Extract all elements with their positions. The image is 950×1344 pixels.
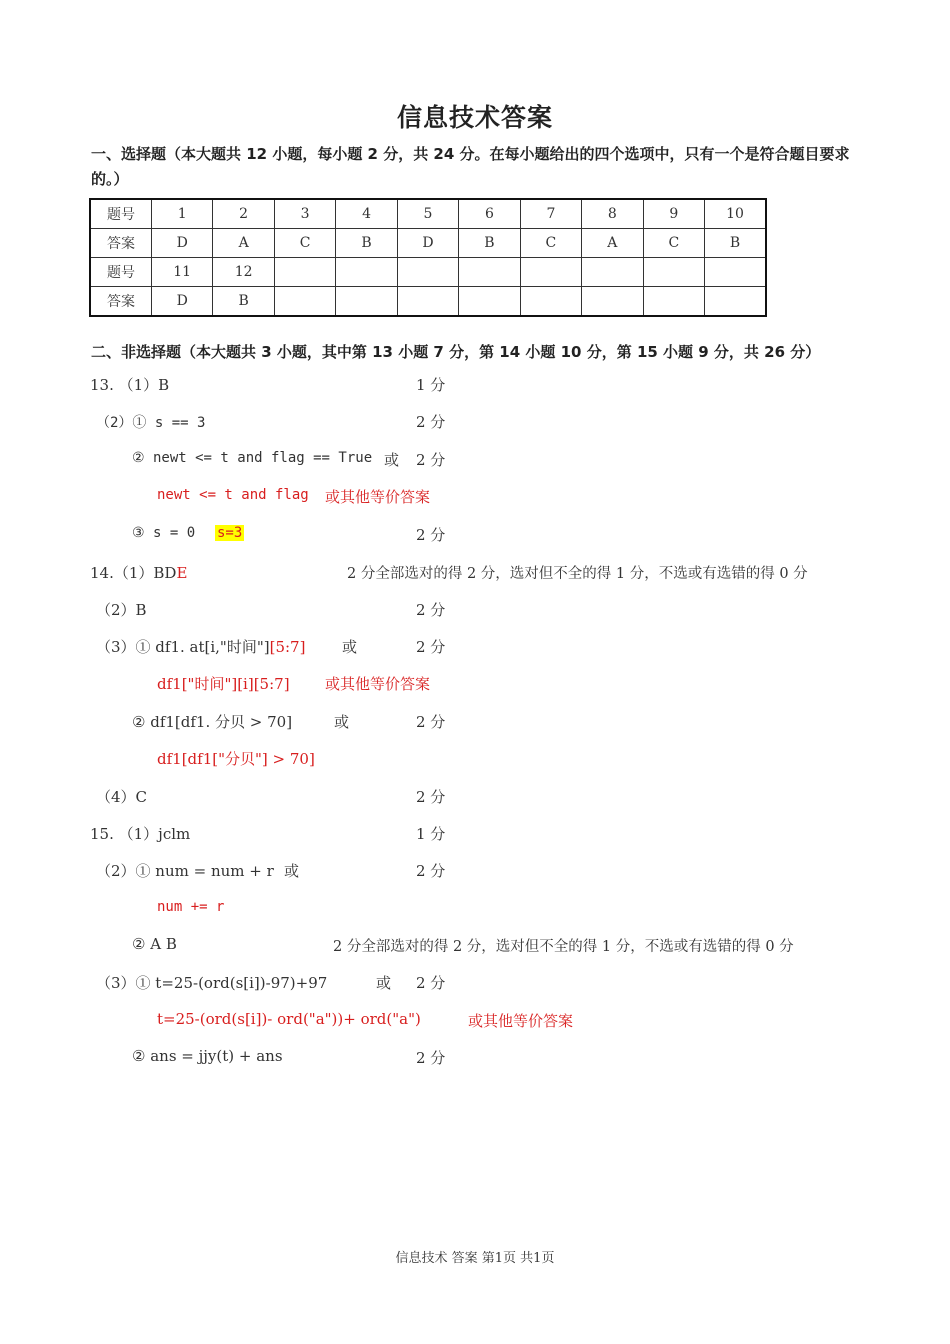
empty-cell xyxy=(274,287,335,317)
question-number: 9 xyxy=(643,199,704,229)
empty-cell xyxy=(520,258,581,287)
table-row xyxy=(90,199,766,229)
q14-2-score: 2 分 xyxy=(416,601,446,619)
answer-cell: A xyxy=(213,229,274,258)
question-number: 1 xyxy=(151,199,212,229)
q14-3-score: 2 分 xyxy=(416,638,446,656)
q14-3-code: （3）① df1. at[i,"时间"] xyxy=(96,638,270,656)
row-label: 答案 xyxy=(90,287,151,317)
answer-cell: B xyxy=(213,287,274,317)
row-label: 题号 xyxy=(90,199,151,229)
empty-cell xyxy=(520,287,581,317)
answer-cell: B xyxy=(336,229,397,258)
q14-3b-alt-answer: df1[df1["分贝"] > 70] xyxy=(157,750,315,768)
q14-4-answer: （4）C xyxy=(96,788,148,806)
answer-table xyxy=(89,198,767,317)
answer-cell: A xyxy=(582,229,643,258)
q14-1-label: 14.（1）BD xyxy=(90,564,177,582)
question-number: 6 xyxy=(459,199,520,229)
q13-2c-answer: ③ s = 0 xyxy=(132,525,196,541)
q13-2-score: 2 分 xyxy=(416,413,446,431)
question-number: 7 xyxy=(520,199,581,229)
or-text: 或 xyxy=(342,638,358,656)
q14-1-answer xyxy=(90,562,187,583)
answer-cell: D xyxy=(151,287,212,317)
q15-3-alt-answer: t=25-(ord(s[i])- ord("a"))+ ord("a") xyxy=(157,1010,421,1028)
answer-cell: D xyxy=(397,229,458,258)
q15-3-alt-note: 或其他等价答案 xyxy=(468,1012,574,1030)
empty-cell xyxy=(643,287,704,317)
q14-3-alt-answer: df1["时间"][i][5:7] xyxy=(157,675,290,693)
q13-1-score: 1 分 xyxy=(416,376,446,394)
or-text: 或 xyxy=(334,713,350,731)
q14-1-score: 2 分全部选对的得 2 分，选对但不全的得 1 分，不选或有选错的得 0 分 xyxy=(347,566,808,582)
q15-1-score: 1 分 xyxy=(416,825,446,843)
answer-cell: C xyxy=(274,229,335,258)
q13-2b-alt-answer: newt <= t and flag xyxy=(157,487,309,503)
section2-heading: 二、非选择题（本大题共 3 小题，其中第 13 小题 7 分，第 14 小题 10 分，第 15 小题 9 分，共 26 分） xyxy=(91,343,821,361)
q14-3b-answer: ② df1[df1. 分贝 > 70] xyxy=(132,713,293,731)
q14-1-red-option: E xyxy=(176,564,188,582)
answer-cell: B xyxy=(459,229,520,258)
q13-1-answer: 13. （1）B xyxy=(90,376,170,394)
q13-2b-alt-note: 或其他等价答案 xyxy=(325,488,431,506)
empty-cell xyxy=(582,287,643,317)
row-label: 题号 xyxy=(90,258,151,287)
page-footer: 信息技术 答案 第1页 共1页 xyxy=(395,1251,555,1266)
table-row xyxy=(90,229,766,258)
table-row xyxy=(90,258,766,287)
row-label: 答案 xyxy=(90,229,151,258)
q14-2-answer: （2）B xyxy=(96,601,147,619)
empty-cell xyxy=(336,287,397,317)
q13-2-answer: （2）① s == 3 xyxy=(96,415,206,431)
q15-3-answer: （3）① t=25-(ord(s[i])-97)+97 xyxy=(96,974,328,992)
empty-cell xyxy=(397,287,458,317)
empty-cell xyxy=(643,258,704,287)
empty-cell xyxy=(336,258,397,287)
question-number: 12 xyxy=(213,258,274,287)
question-number: 10 xyxy=(705,199,766,229)
q15-2-score: 2 分 xyxy=(416,862,446,880)
q15-3b-score: 2 分 xyxy=(416,1049,446,1067)
answer-cell: C xyxy=(520,229,581,258)
or-text: 或 xyxy=(376,974,392,992)
q14-4-score: 2 分 xyxy=(416,788,446,806)
q15-2-answer: （2）① num = num + r xyxy=(96,862,274,880)
q15-2b-score: 2 分全部选对的得 2 分，选对但不全的得 1 分，不选或有选错的得 0 分 xyxy=(333,939,794,955)
q14-3-answer xyxy=(96,636,305,657)
q13-2c-score: 2 分 xyxy=(416,526,446,544)
answer-cell: B xyxy=(705,229,766,258)
q15-1-answer: 15. （1）jclm xyxy=(90,825,191,843)
empty-cell xyxy=(459,258,520,287)
q13-2b-answer: ② newt <= t and flag == True xyxy=(132,450,373,466)
q15-2b-answer: ② A B xyxy=(132,935,177,953)
q15-3b-answer: ② ans = jjy(t) + ans xyxy=(132,1047,283,1065)
table-row xyxy=(90,287,766,317)
q15-2-alt-answer: num += r xyxy=(157,899,225,915)
answer-cell: C xyxy=(643,229,704,258)
highlighted-answer: s=3 xyxy=(217,525,243,541)
empty-cell xyxy=(705,287,766,317)
question-number: 3 xyxy=(274,199,335,229)
question-number: 4 xyxy=(336,199,397,229)
question-number: 2 xyxy=(213,199,274,229)
q13-2b-score: 2 分 xyxy=(416,451,446,469)
q14-3-slice: [5:7] xyxy=(269,638,306,656)
empty-cell xyxy=(705,258,766,287)
section1-heading: 一、选择题（本大题共 12 小题，每小题 2 分，共 24 分。在每小题给出的四个选项中，只有一个是符合题目要求的。） xyxy=(91,145,850,188)
answer-cell: D xyxy=(151,229,212,258)
empty-cell xyxy=(397,258,458,287)
q14-3-alt-note: 或其他等价答案 xyxy=(325,675,431,693)
question-number: 8 xyxy=(582,199,643,229)
question-number: 5 xyxy=(397,199,458,229)
empty-cell xyxy=(582,258,643,287)
q15-3-score: 2 分 xyxy=(416,974,446,992)
or-text: 或 xyxy=(284,862,300,880)
or-text: 或 xyxy=(384,451,400,469)
page-title: 信息技术答案 xyxy=(396,103,553,132)
q14-3b-score: 2 分 xyxy=(416,713,446,731)
empty-cell xyxy=(459,287,520,317)
empty-cell xyxy=(274,258,335,287)
question-number: 11 xyxy=(151,258,212,287)
